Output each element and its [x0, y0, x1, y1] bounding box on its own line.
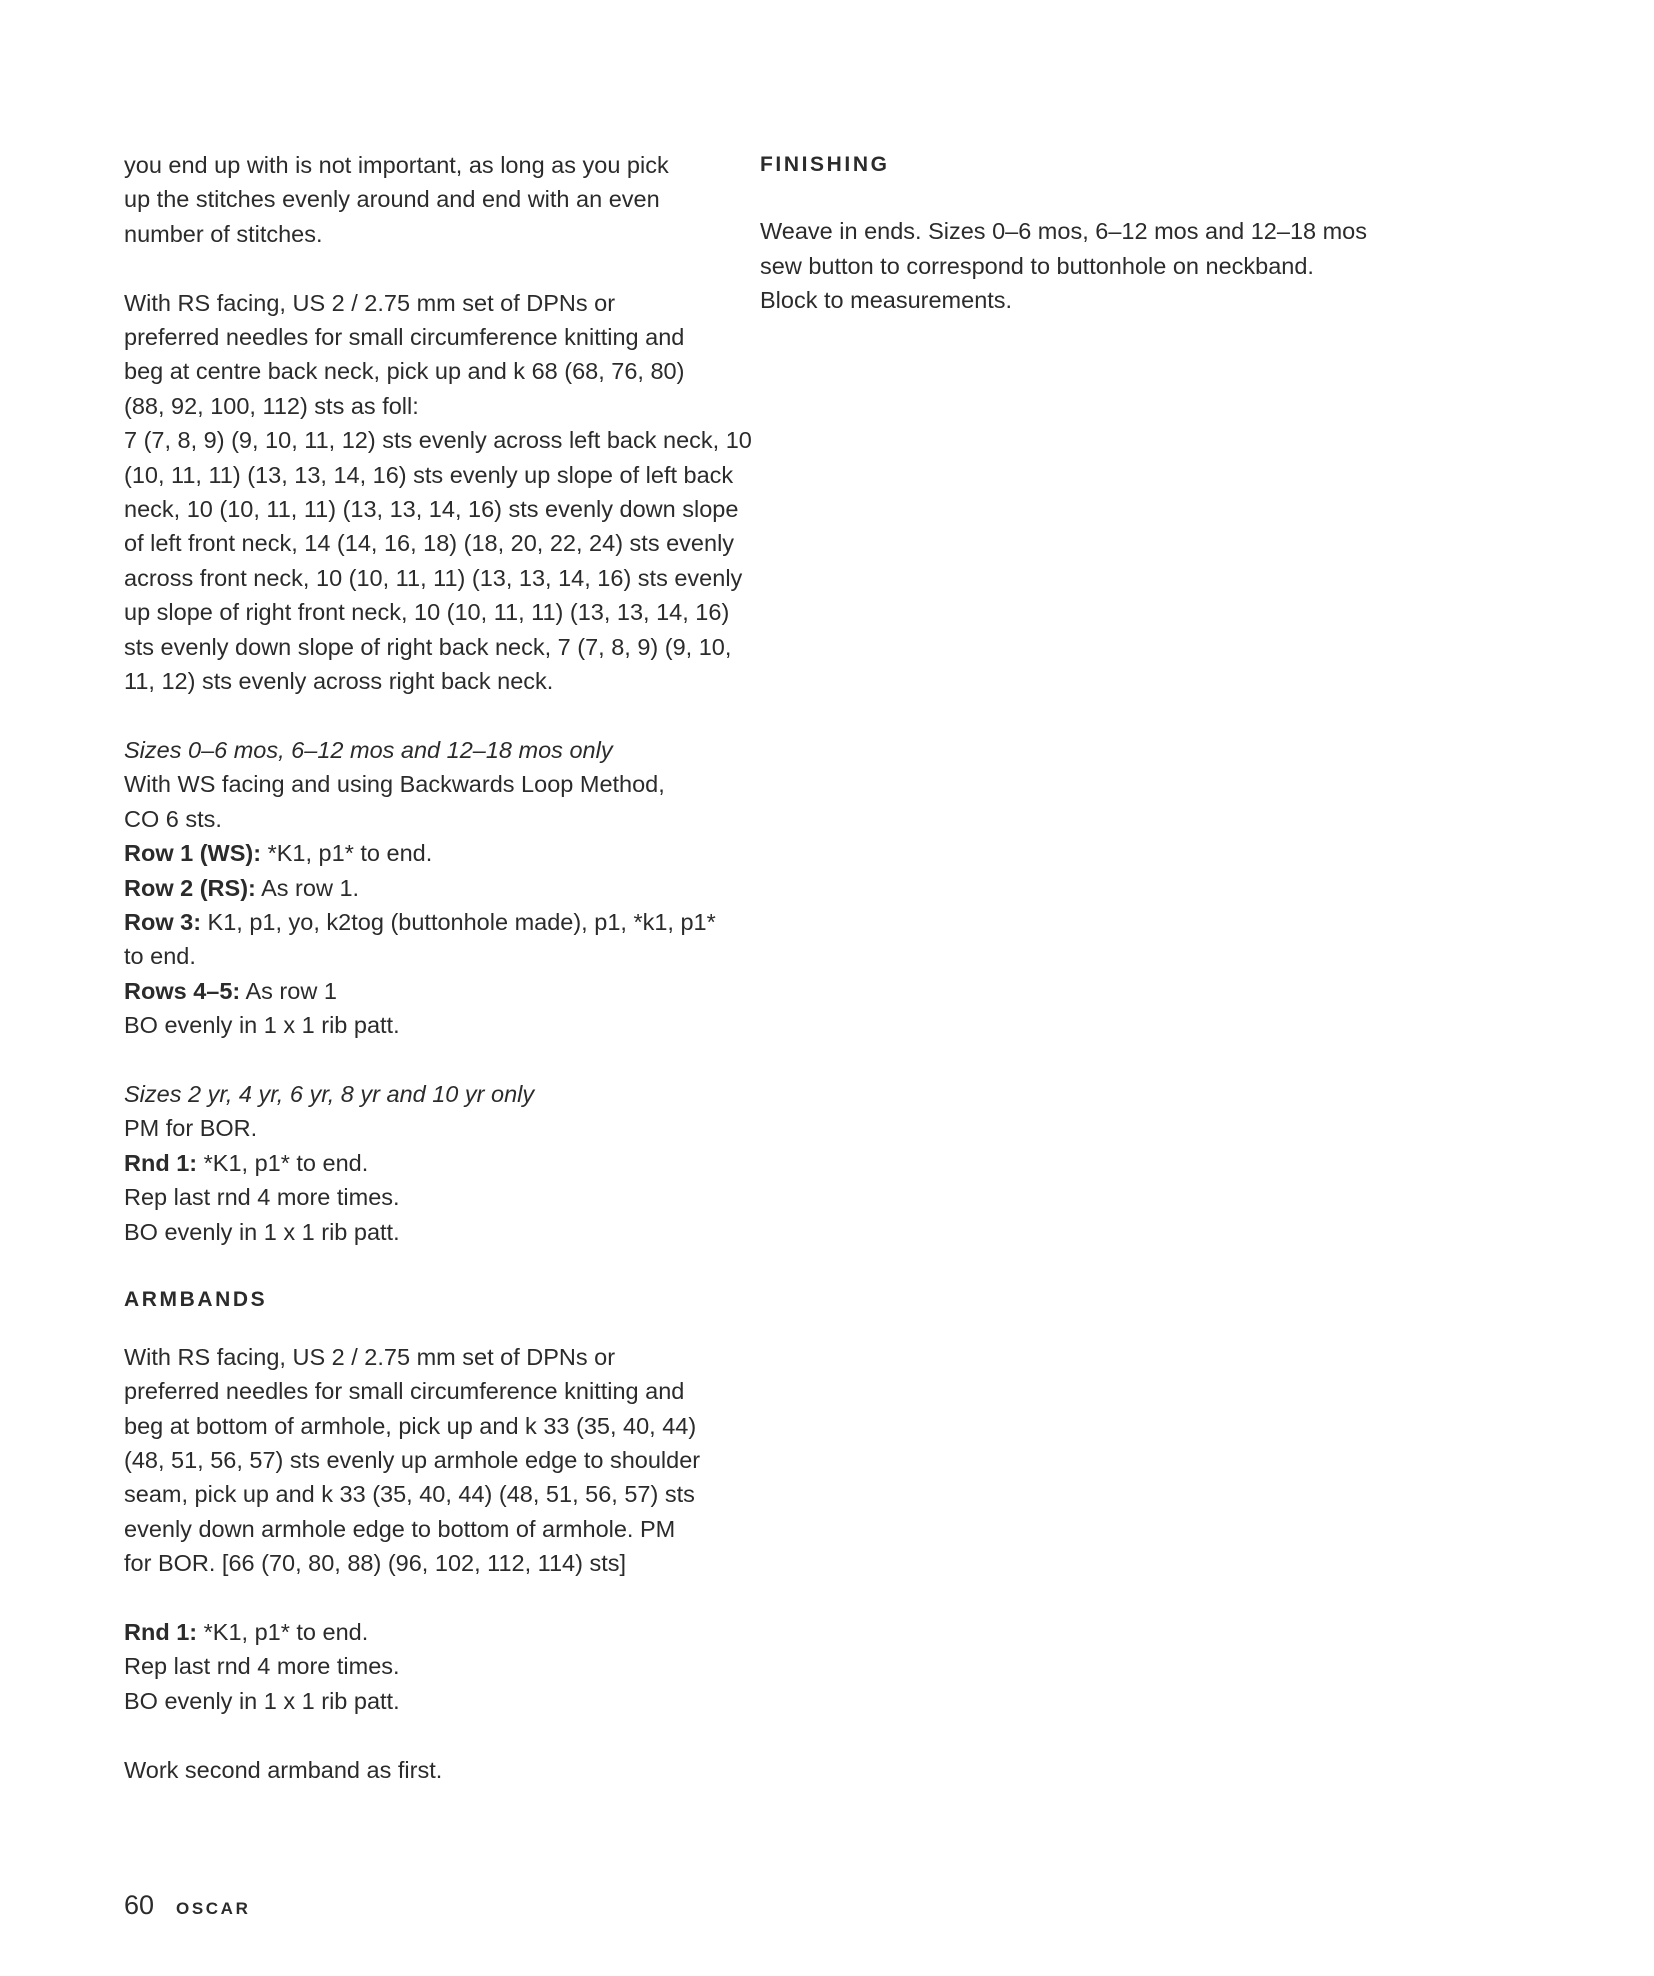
row-label: Row 1 (WS): [124, 840, 262, 867]
row-text: *K1, p1* to end. [261, 840, 433, 867]
text-line: preferred needles for small circumference knitting and [124, 1378, 685, 1405]
left-column [124, 148, 752, 1787]
row-label: Row 2 (RS): [124, 874, 256, 901]
text-line: across front neck, 10 (10, 11, 11) (13, 13, 14, 16) sts evenly [124, 564, 743, 591]
text-line: (48, 51, 56, 57) sts evenly up armhole edge to shoulder [124, 1446, 701, 1473]
text-line: 7 (7, 8, 9) (9, 10, 11, 12) sts evenly across left back neck, 10 [124, 427, 752, 454]
finishing-section [760, 148, 1380, 318]
text-line: 11, 12) sts evenly across right back neck. [124, 668, 554, 695]
text-line: seam, pick up and k 33 (35, 40, 44) (48, 51, 56, 57) sts [124, 1481, 695, 1508]
text-line: Block to measurements. [760, 287, 1013, 314]
text-line: up slope of right front neck, 10 (10, 11, 11) (13, 13, 14, 16) [124, 599, 730, 626]
text-line: With RS facing, US 2 / 2.75 mm set of DPNs or [124, 289, 616, 316]
text-line: of left front neck, 14 (14, 16, 18) (18, 20, 22, 24) sts evenly [124, 530, 735, 557]
text-line: to end. [124, 943, 196, 970]
text-line: PM for BOR. [124, 1115, 258, 1142]
text-line: evenly down armhole edge to bottom of armhole. PM [124, 1515, 676, 1542]
text-line: Rep last rnd 4 more times. [124, 1653, 400, 1680]
row-label: Rows 4–5: [124, 977, 241, 1004]
row-2-instruction [124, 871, 724, 905]
text-line: (10, 11, 11) (13, 13, 14, 16) sts evenly up slope of left back [124, 461, 734, 488]
text-line: beg at centre back neck, pick up and k 68 (68, 76, 80) [124, 358, 685, 385]
large-sizes-heading: Sizes 2 yr, 4 yr, 6 yr, 8 yr and 10 yr only [124, 1080, 535, 1107]
text-line: preferred needles for small circumference knitting and [124, 324, 685, 351]
armbands-heading: ARMBANDS [124, 1288, 268, 1312]
row-text: *K1, p1* to end. [197, 1618, 369, 1645]
text-line: beg at bottom of armhole, pick up and k 33 (35, 40, 44) [124, 1412, 697, 1439]
rnd-1-instruction [124, 1615, 724, 1649]
text-line: BO evenly in 1 x 1 rib patt. [124, 1012, 400, 1039]
row-3-instruction [124, 905, 724, 939]
text-line: BO evenly in 1 x 1 rib patt. [124, 1687, 400, 1714]
text-line: Work second armband as first. [124, 1756, 443, 1783]
row-label: Rnd 1: [124, 1618, 198, 1645]
text-line: for BOR. [66 (70, 80, 88) (96, 102, 112, 114) sts] [124, 1550, 627, 1577]
row-1-instruction [124, 836, 724, 870]
text-line: up the stitches evenly around and end with an even [124, 186, 660, 213]
text-line: With WS facing and using Backwards Loop Method, [124, 771, 665, 798]
row-label: Row 3: [124, 908, 202, 935]
pickup-paragraph [124, 286, 752, 699]
row-text: As row 1 [240, 977, 337, 1004]
small-sizes-heading: Sizes 0–6 mos, 6–12 mos and 12–18 mos only [124, 736, 613, 763]
text-line: you end up with is not important, as long as you pick [124, 152, 669, 178]
page-footer [124, 1888, 250, 1926]
rnd-1-instruction [124, 1146, 724, 1180]
text-line: sts evenly down slope of right back neck, 7 (7, 8, 9) (9, 10, [124, 633, 732, 660]
text-line: sew button to correspond to buttonhole on neckband. [760, 252, 1314, 279]
running-head: OSCAR [176, 1899, 251, 1918]
intro-paragraph [124, 148, 724, 251]
page-number: 60 [124, 1890, 155, 1920]
text-line: Weave in ends. Sizes 0–6 mos, 6–12 mos and 12–18 mos [760, 218, 1368, 245]
armbands-section [124, 1283, 724, 1787]
large-sizes-section [124, 1077, 724, 1249]
finishing-heading: FINISHING [760, 153, 890, 176]
text-line: CO 6 sts. [124, 805, 222, 832]
row-text: *K1, p1* to end. [197, 1149, 369, 1176]
row-label: Rnd 1: [124, 1149, 198, 1176]
text-line: Rep last rnd 4 more times. [124, 1184, 400, 1211]
row-text: As row 1. [255, 874, 360, 901]
right-column [760, 148, 1380, 318]
text-line: BO evenly in 1 x 1 rib patt. [124, 1218, 400, 1245]
row-text: K1, p1, yo, k2tog (buttonhole made), p1, *k1, p1* [201, 908, 716, 935]
small-sizes-section [124, 733, 724, 1043]
text-line: (88, 92, 100, 112) sts as foll: [124, 392, 419, 419]
text-line: With RS facing, US 2 / 2.75 mm set of DPNs or [124, 1343, 616, 1370]
text-line: neck, 10 (10, 11, 11) (13, 13, 14, 16) sts evenly down slope [124, 496, 739, 523]
text-line: number of stitches. [124, 220, 323, 247]
rows-4-5-instruction [124, 974, 724, 1008]
